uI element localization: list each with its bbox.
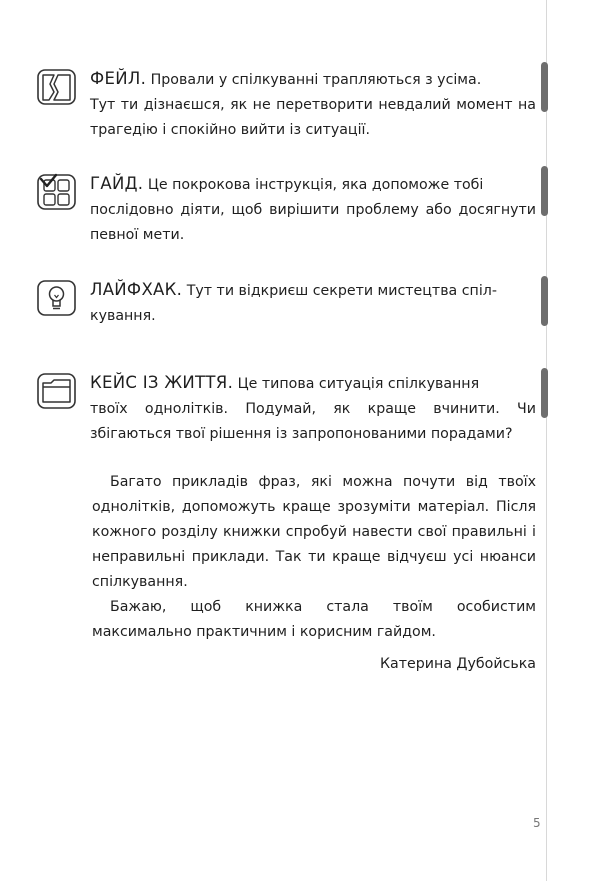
broken-page-icon (36, 66, 78, 108)
body-paragraph: Бажаю, щоб книжка стала твоїм особистим максимально практичним і корисним гайдом. (92, 599, 536, 640)
legend-case (36, 370, 536, 447)
description-text: послідовно діяти, щоб вирішити проблему або досягнути певної мети. (90, 202, 536, 243)
folder-icon (36, 370, 78, 412)
edge-tab-3 (541, 276, 548, 326)
term-label: КЕЙС ІЗ ЖИТТЯ. (90, 373, 234, 392)
term-label: ЛАЙФХАК. (90, 280, 183, 299)
term-label: ФЕЙЛ. (90, 69, 147, 88)
term-label: ГАЙД. (90, 174, 144, 193)
edge-tab-4 (541, 368, 548, 418)
page-edge-line (546, 0, 547, 881)
lightbulb-icon (36, 277, 78, 319)
description-text: Тут ти дізнаєшся, як не перетворити невдалий момент на трагедію і спокійно вийти із ситуації. (90, 97, 536, 138)
intro-body (92, 470, 536, 645)
checklist-grid-icon (36, 171, 78, 213)
description-text: кування. (90, 308, 156, 324)
lead-text: Тут ти відкриєш секрети мистецтва спіл- (182, 283, 497, 299)
legend-lifehack (36, 277, 536, 329)
lead-text: Це покрокова інструкція, яка допоможе тобі (143, 177, 484, 193)
lead-text: Це типова ситуація спілкування (233, 376, 480, 392)
legend-guide (36, 171, 536, 248)
body-paragraph: Багато прикладів фраз, які можна почути від твоїх однолітків, допоможуть краще зрозуміти матеріал. Після кожного розділу книжки спробуй навести свої правильні і неправильні приклади. Так ти краще відчуєш усі нюанси спілкування. (92, 474, 536, 590)
page-number: 5 (533, 816, 541, 830)
author-signature: Катерина Дубойська (379, 656, 536, 672)
description-text: твоїх однолітків. Подумай, як краще вчинити. Чи збігаються твої рішення із запропонованими порадами? (90, 401, 536, 442)
lead-text: Провали у спілкуванні трапляються з усіма. (146, 72, 482, 88)
legend-fail (36, 66, 536, 143)
edge-tab-1 (541, 62, 548, 112)
edge-tab-2 (541, 166, 548, 216)
